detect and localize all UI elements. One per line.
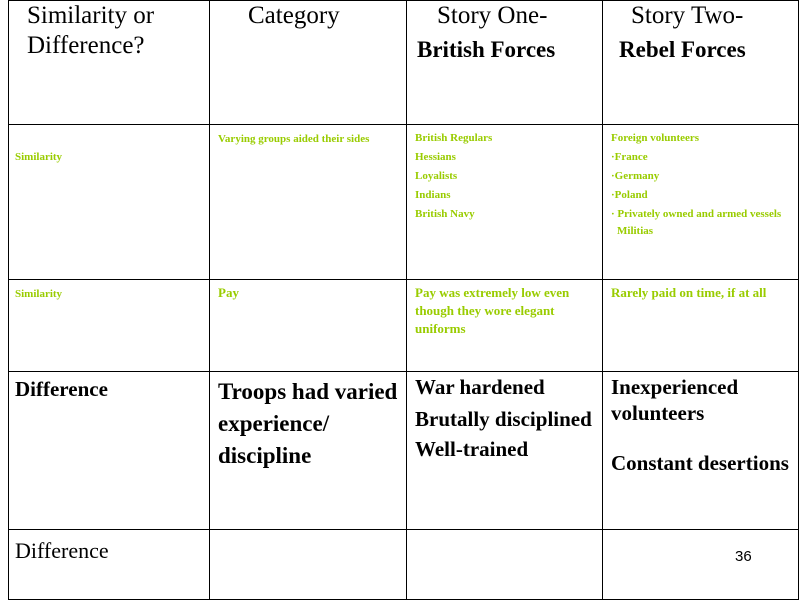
row1-story-two-item: ·France — [611, 151, 648, 163]
row1-story-two-item: ·Poland — [611, 189, 648, 201]
row2-story-two-cell — [603, 280, 799, 372]
row3-story-one-item: Well-trained — [415, 437, 529, 461]
row4-story-two-cell — [603, 530, 799, 600]
row4-type: Difference — [15, 538, 109, 563]
row2-category: Pay — [218, 285, 239, 300]
row2-story-two: Rarely paid on time, if at all — [611, 285, 767, 300]
row1-story-one-item: Hessians — [415, 151, 456, 163]
header-category — [210, 1, 407, 125]
row3-story-two-cell — [603, 372, 799, 530]
row1-story-one-item: British Regulars — [415, 132, 493, 144]
header-col2-text: Category — [248, 2, 340, 29]
row3-category-cell — [210, 372, 407, 530]
row4-category-cell — [210, 530, 407, 600]
table-row — [9, 125, 799, 280]
header-col3-line1: Story One- — [437, 2, 548, 29]
row3-category: Troops had varied experience/ discipline — [218, 379, 398, 468]
row3-story-one-item: Brutally disciplined — [415, 407, 592, 431]
row3-story-one-item: War hardened — [415, 375, 545, 399]
row1-story-two-item: · Privately owned and armed vessels — [611, 208, 782, 220]
header-col4-line2: Rebel Forces — [619, 37, 746, 62]
row1-story-two-item: ·Germany — [611, 170, 660, 182]
row2-category-cell — [210, 280, 407, 372]
row3-story-two-item: Inexperienced volunteers — [611, 375, 739, 425]
header-col1-text: Similarity or Difference? — [27, 2, 155, 59]
row3-story-two-item: Constant desertions — [611, 451, 789, 475]
row1-story-two-cell — [603, 125, 799, 280]
row3-type: Difference — [15, 377, 108, 401]
table-row — [9, 530, 799, 600]
row1-story-two-item: Militias — [617, 225, 654, 237]
header-col3-line2: British Forces — [417, 37, 556, 62]
row1-story-one-item: Indians — [415, 189, 451, 201]
table-row — [9, 280, 799, 372]
row1-story-one-item: Loyalists — [415, 170, 458, 182]
row2-story-one: Pay was extremely low even though they wore elegant uniforms — [415, 285, 570, 336]
header-story-two — [603, 1, 799, 125]
row1-category: Varying groups aided their sides — [218, 133, 370, 145]
row1-story-one-cell — [407, 125, 603, 280]
row4-type-cell — [9, 530, 210, 600]
row2-type: Similarity — [15, 288, 63, 300]
row1-story-two-item: Foreign volunteers — [611, 132, 700, 144]
row1-type-cell — [9, 125, 210, 280]
header-col4-line1: Story Two- — [631, 2, 744, 29]
row1-type: Similarity — [15, 151, 63, 163]
row2-type-cell — [9, 280, 210, 372]
row1-category-cell — [210, 125, 407, 280]
row4-story-one-cell — [407, 530, 603, 600]
table-row — [9, 372, 799, 530]
row2-story-one-cell — [407, 280, 603, 372]
comparison-table — [8, 0, 799, 600]
row1-story-one-item: British Navy — [415, 208, 475, 220]
page-number: 36 — [735, 548, 752, 565]
header-similarity-or-difference — [9, 1, 210, 125]
row3-type-cell — [9, 372, 210, 530]
header-row — [9, 1, 799, 125]
header-story-one — [407, 1, 603, 125]
row3-story-one-cell — [407, 372, 603, 530]
